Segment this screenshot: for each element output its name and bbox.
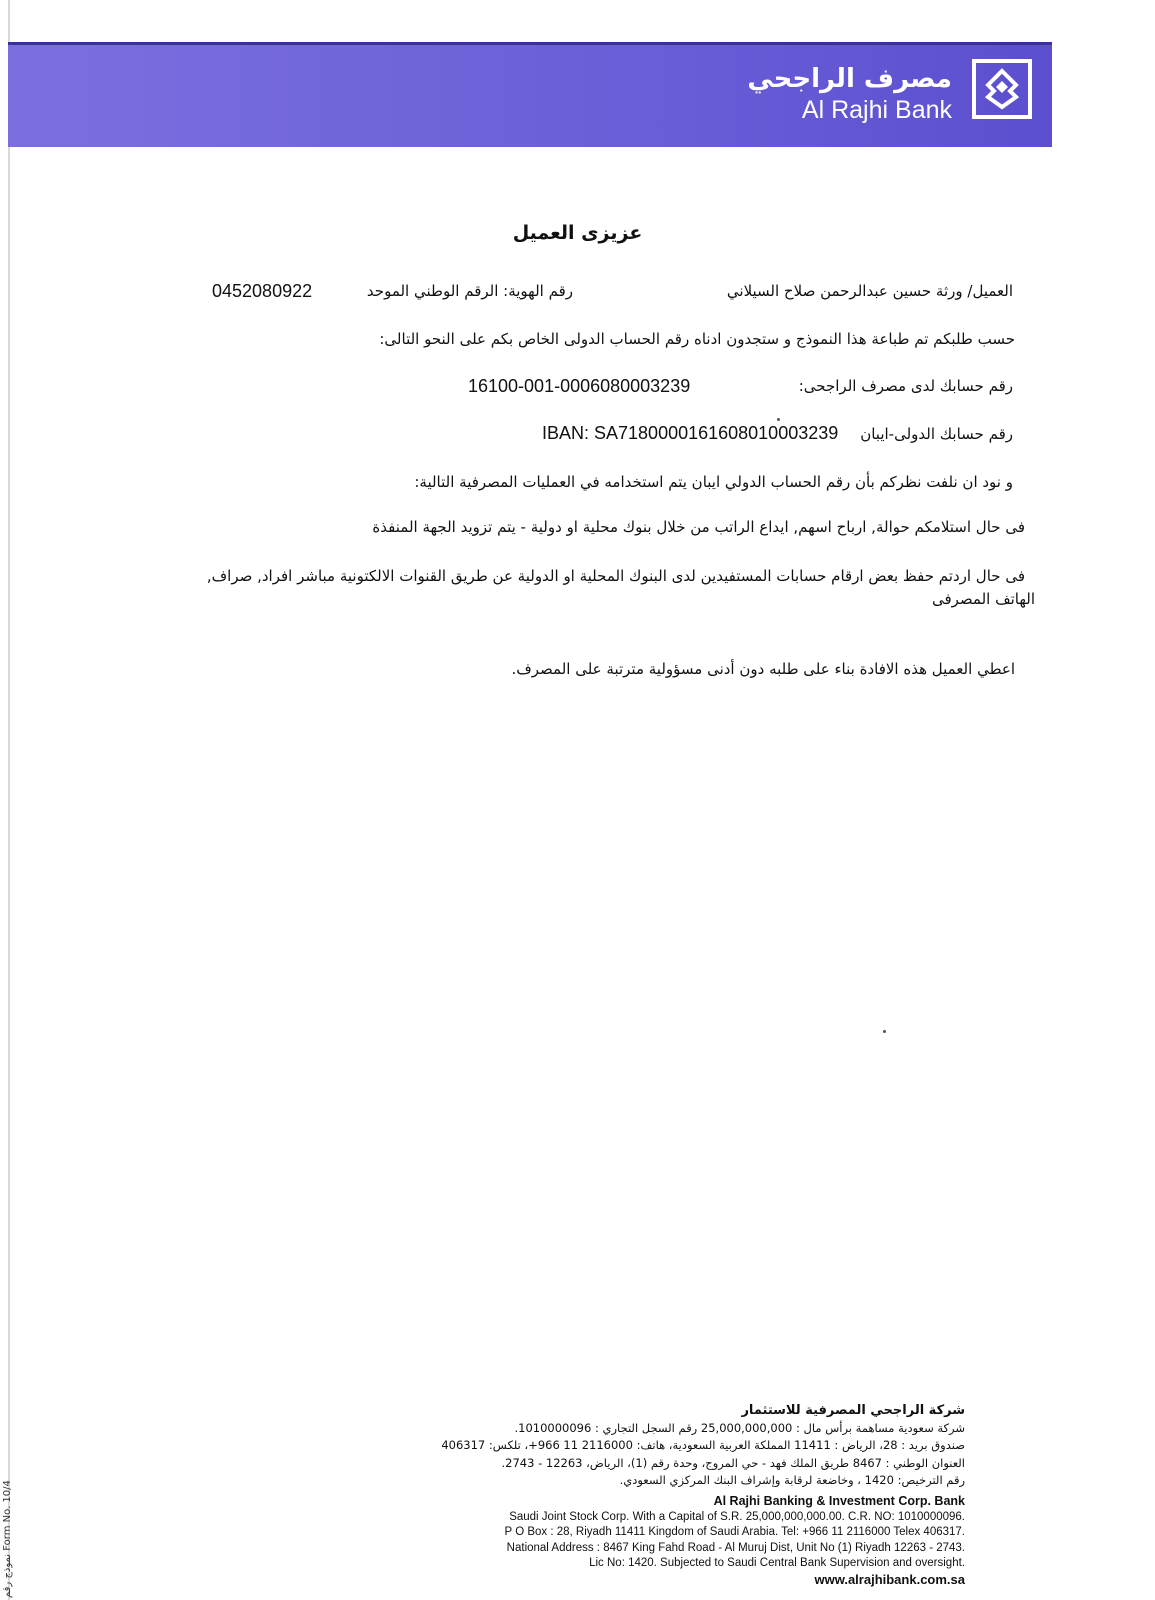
footer-en-line: P O Box : 28, Riyadh 11411 Kingdom of Saudi Arabia. Tel: +966 11 2116000 Telex 406317. bbox=[504, 1526, 965, 1538]
footer-ar-title: شركة الراجحي المصرفية للاستثمار bbox=[741, 1403, 965, 1418]
form-number: نموذج رقم Form No. 10/4 bbox=[2, 1480, 13, 1598]
footer-arabic bbox=[441, 1402, 965, 1490]
account-number: 16100-001-0006080003239 bbox=[468, 376, 691, 396]
bank-name-english: Al Rajhi Bank bbox=[801, 96, 952, 124]
iban-use-1: فى حال استلامكم حوالة, ارباح اسهم, ايداع الراتب من خلال بنوك محلية او دولية - يتم تزويد الجهة المنفذة bbox=[372, 518, 1025, 536]
iban-use-2: فى حال اردتم حفظ بعض ارقام حسابات المستفيدين لدى البنوك المحلية او الدولية عن طريق القنوات الالكتونية مباشر افراد, صراف, bbox=[206, 567, 1025, 585]
bank-brand bbox=[747, 63, 952, 125]
speck bbox=[883, 1030, 886, 1033]
bank-website-link[interactable]: www.alrajhibank.com.sa bbox=[814, 1571, 965, 1587]
iban-use-2-cont: الهاتف المصرفى bbox=[931, 590, 1035, 608]
letter-title: عزيزى العميل bbox=[512, 222, 643, 244]
footer-en-line: National Address : 8467 King Fahd Road - Al Muruj Dist, Unit No (1) Riyadh 12263 - 2743. bbox=[506, 1541, 965, 1554]
id-value: 0452080922 bbox=[212, 281, 313, 301]
footer-ar-line: صندوق بريد : 28، الرياض : 11411 المملكة العربية السعودية، هاتف: 2116000 11 966+، تلكس: 406317 bbox=[441, 1438, 965, 1452]
id-label: رقم الهوية: الرقم الوطني الموحد bbox=[366, 282, 573, 300]
iban-notice: و نود ان نلفت نظركم بأن رقم الحساب الدولي ايبان يتم استخدامه في العمليات المصرفية التالية: bbox=[414, 473, 1013, 491]
iban-number: IBAN: SA7180000161608010003239 bbox=[542, 423, 839, 443]
footer-en-line: Lic No: 1420. Subjected to Saudi Central Bank Supervision and oversight. bbox=[589, 1557, 965, 1569]
al-rajhi-logo-icon bbox=[972, 59, 1032, 119]
letterhead-band bbox=[8, 42, 1052, 147]
footer-en-line: Saudi Joint Stock Corp. With a Capital of S.R. 25,000,000,000.00. C.R. NO: 1010000096. bbox=[509, 1510, 965, 1523]
bank-name-arabic: مصرف الراجحي bbox=[747, 64, 952, 94]
footer-ar-line: شركة سعودية مساهمة برأس مال : 25,000,000,000 رقم السجل التجاري : 1010000096. bbox=[514, 1420, 965, 1435]
footer-ar-line: رقم الترخيص: 1420 ، وخاضعة لرقابة وإشراف البنك المركزي السعودي. bbox=[619, 1473, 965, 1487]
customer-line: العميل/ ورثة حسين عبدالرحمن صلاح السيلاني bbox=[726, 282, 1013, 300]
intro-paragraph: حسب طلبكم تم طباعة هذا النموذج و ستجدون ادناه رقم الحساب الدولى الخاص بكم على النحو التالى: bbox=[379, 330, 1015, 348]
iban-label: رقم حسابك الدولى-ايبان bbox=[860, 425, 1013, 443]
account-label: رقم حسابك لدى مصرف الراجحى: bbox=[798, 377, 1013, 395]
speck bbox=[777, 418, 780, 421]
footer-en-title: Al Rajhi Banking & Investment Corp. Bank bbox=[713, 1494, 965, 1508]
disclaimer: اعطي العميل هذه الافادة بناء على طلبه دون أدنى مسؤولية مترتبة على المصرف. bbox=[511, 660, 1015, 678]
footer-english bbox=[505, 1494, 965, 1587]
footer-ar-line: العنوان الوطني : 8467 طريق الملك فهد - حي المروج، وحدة رقم (1)، الرياض، 12263 - 2743. bbox=[501, 1455, 965, 1470]
